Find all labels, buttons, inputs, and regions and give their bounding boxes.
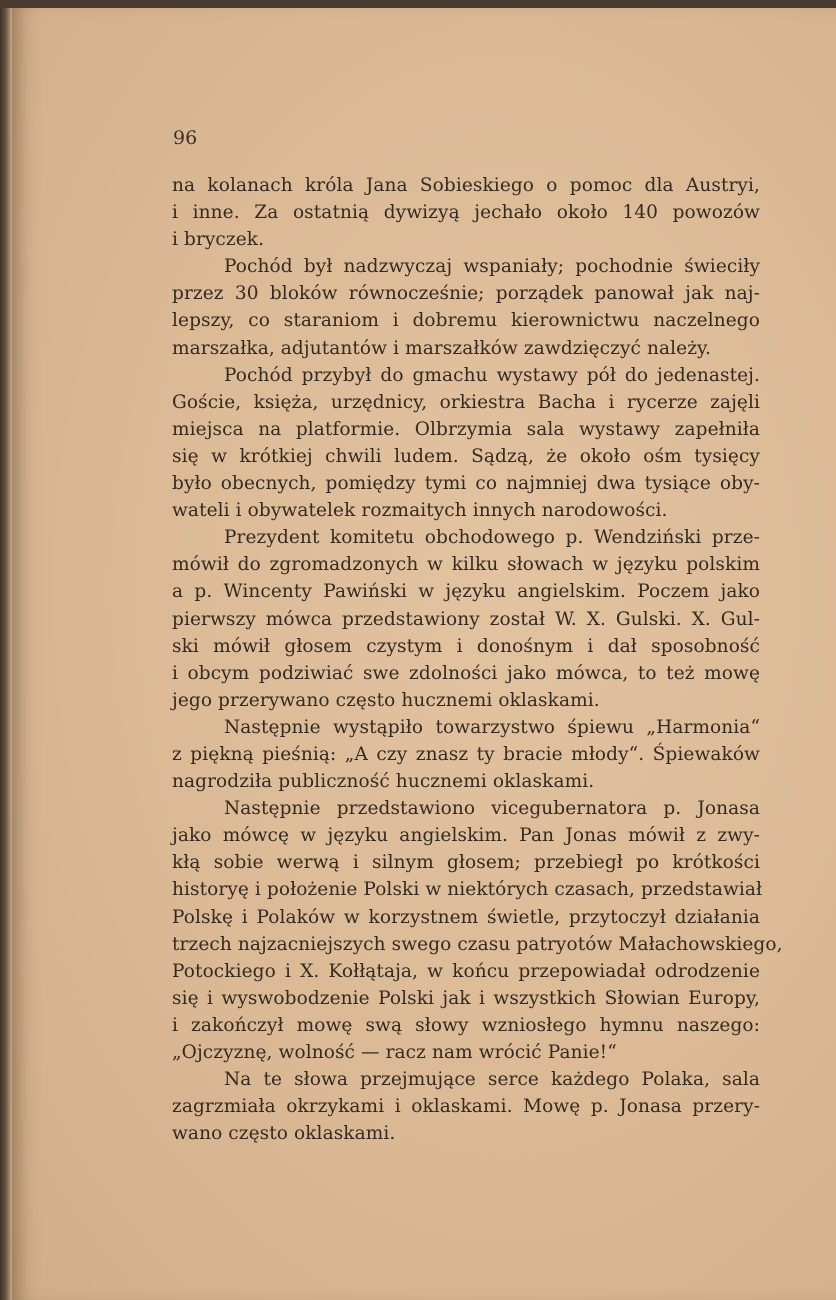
text-line: i bryczek.: [172, 229, 265, 251]
text-line: Polskę i Polaków w korzystnem świetle, przytoczył działania: [172, 906, 760, 928]
text-line: Na te słowa przejmujące serce każdego Polaka, sala: [224, 1069, 760, 1091]
text-line: lepszy, co staraniom i dobremu kierownictwu naczelnego: [172, 310, 760, 332]
paragraph: [172, 524, 760, 714]
text-line: ski mówił głosem czystym i donośnym i dał sposobność: [172, 635, 760, 657]
text-line: Potockiego i X. Kołłątaja, w końcu przepowiadał odrodzenie: [172, 960, 760, 982]
text-line: i obcym podziwiać swe zdolności jako mówca, to też mowę: [172, 662, 760, 684]
paragraph: [172, 253, 760, 361]
text-line: Pochód przybył do gmachu wystawy pół do jedenastej.: [224, 364, 760, 386]
text-line: Następnie przedstawiono vicegubernatora p. Jonasa: [224, 798, 760, 820]
text-line: się i wyswobodzenie Polski jak i wszystkich Słowian Europy,: [172, 987, 760, 1009]
text-line: z piękną pieśnią: „A czy znasz ty bracie młody“. Śpiewaków: [172, 743, 760, 765]
paragraph: [172, 362, 760, 525]
text-line: i inne. Za ostatnią dywizyą jechało około 140 powozów: [172, 202, 760, 224]
text-line: na kolanach króla Jana Sobieskiego o pomoc dla Austryi,: [172, 175, 760, 196]
text-line: wateli i obywatelek rozmaitych innych narodowości.: [172, 500, 668, 522]
page-text-body: [172, 172, 783, 1147]
text-line: jego przerywano często hucznemi oklaskami.: [172, 689, 600, 711]
text-line: „Ojczyznę, wolność — racz nam wrócić Panie!“: [172, 1042, 617, 1063]
text-line: się w krótkiej chwili ludem. Sądzą, że około ośm tysięcy: [172, 445, 760, 467]
text-line: pierwszy mówca przedstawiony został W. X. Gulski. X. Gul-: [172, 608, 760, 630]
paragraph: [172, 714, 760, 795]
paragraph: [172, 1066, 760, 1147]
text-line: marszałka, adjutantów i marszałków zawdzięczyć należy.: [172, 337, 712, 359]
text-line: a p. Wincenty Pawiński w języku angielskim. Poczem jako: [172, 581, 760, 603]
text-line: Prezydent komitetu obchodowego p. Wendziński prze-: [224, 527, 760, 549]
text-line: przez 30 bloków równocześnie; porządek panował jak naj-: [172, 283, 760, 305]
text-line: i zakończył mowę swą słowy wzniosłego hymnu naszego:: [172, 1014, 760, 1036]
top-shadow-band: [0, 0, 836, 8]
paragraph: [172, 172, 760, 253]
text-line: było obecnych, pomiędzy tymi co najmniej dwa tysiące oby-: [172, 473, 760, 495]
text-line: kłą sobie werwą i silnym głosem; przebiegł po krótkości: [172, 852, 760, 874]
text-line: historyę i położenie Polski w niektórych czasach, przedstawiał: [172, 879, 763, 901]
text-line: wano często oklaskami.: [172, 1123, 396, 1145]
text-line: zagrzmiała okrzykami i oklaskami. Mowę p. Jonasa przery-: [172, 1096, 760, 1118]
text-line: mówił do zgromadzonych w kilku słowach w języku polskim: [172, 554, 760, 576]
text-line: trzech najzacniejszych swego czasu patryotów Małachowskiego,: [172, 933, 783, 955]
page-number: 96: [173, 127, 198, 149]
text-line: nagrodziła publiczność hucznemi oklaskami.: [172, 771, 595, 793]
text-line: jako mówcę w języku angielskim. Pan Jonas mówił z zwy-: [172, 825, 760, 847]
text-line: Goście, księża, urzędnicy, orkiestra Bacha i rycerze zajęli: [172, 391, 760, 413]
text-line: Następnie wystąpiło towarzystwo śpiewu „Harmonia“: [224, 716, 760, 738]
text-line: miejsca na platformie. Olbrzymia sala wystawy zapełniła: [172, 418, 760, 440]
paragraph: [172, 795, 783, 1066]
text-line: Pochód był nadzwyczaj wspaniały; pochodnie świeciły: [224, 256, 760, 278]
